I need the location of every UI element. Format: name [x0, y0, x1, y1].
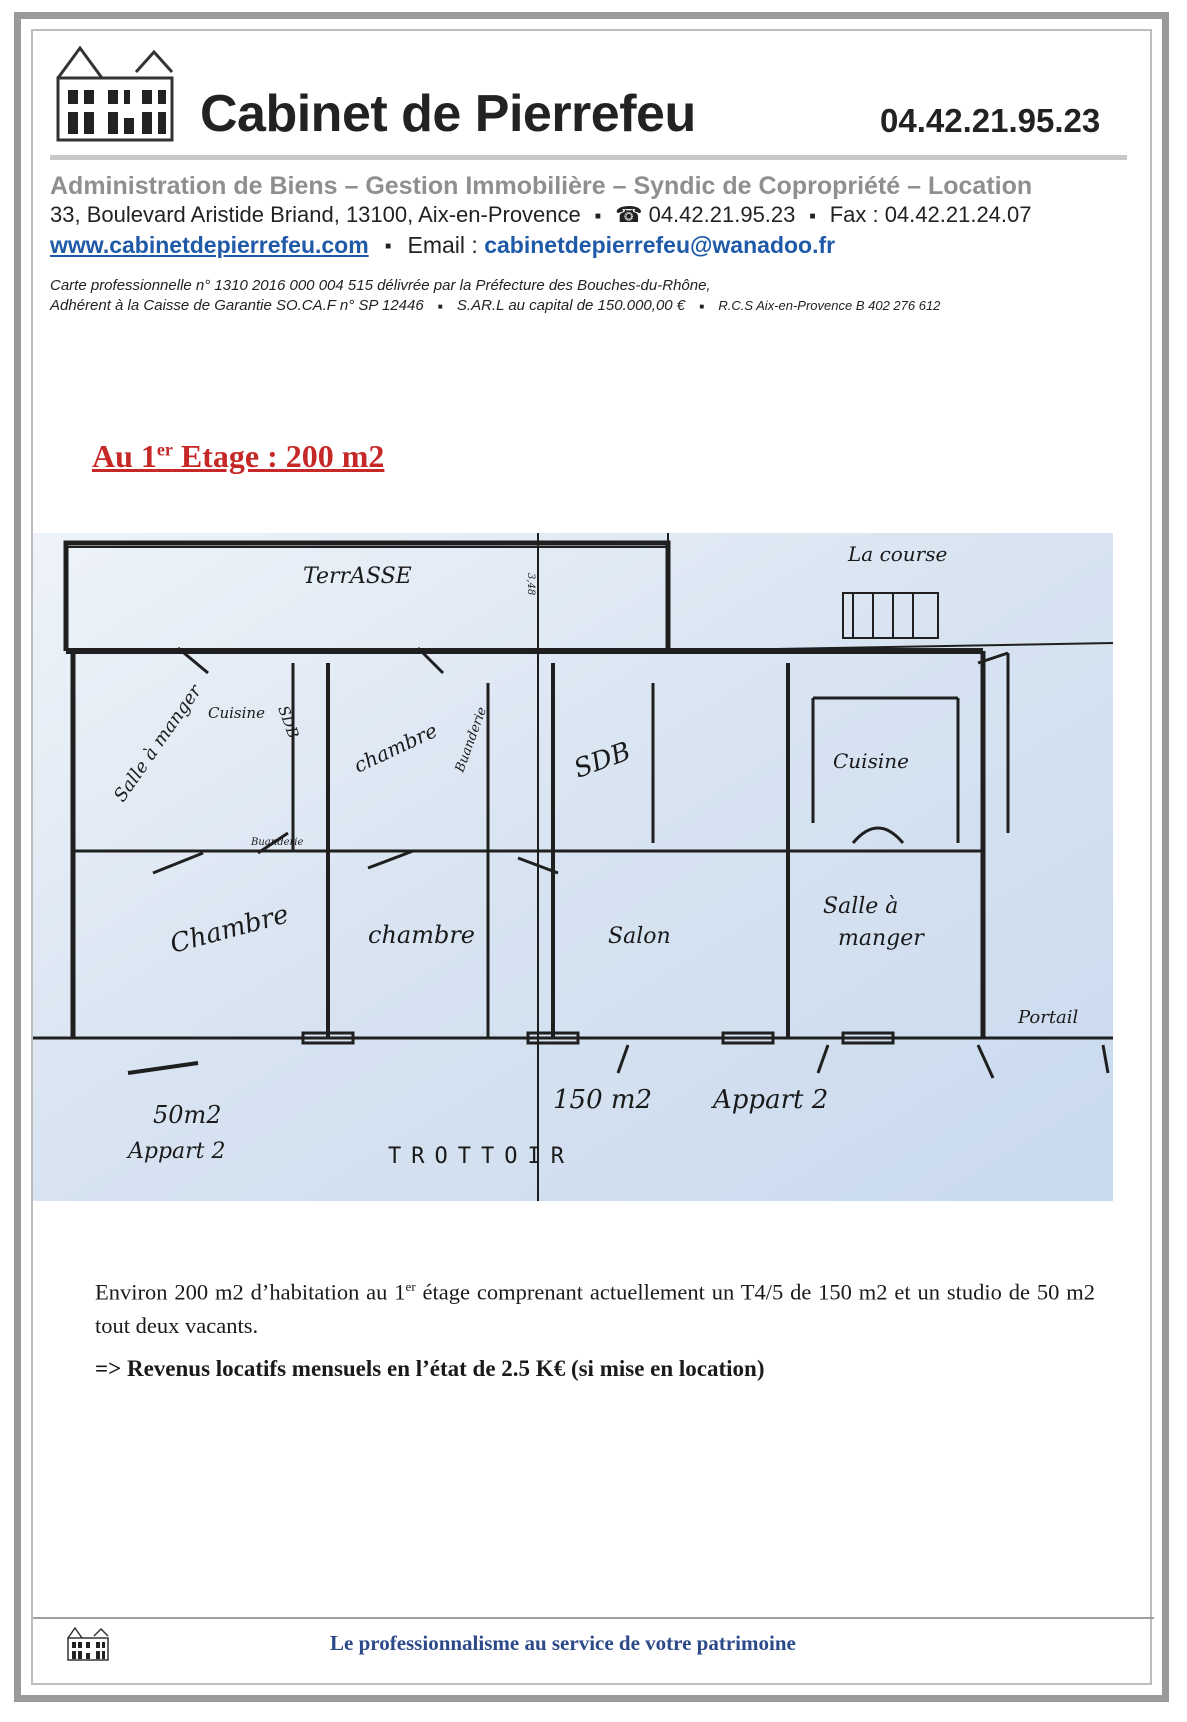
- floor-title: [92, 438, 384, 475]
- label-buanderie-small: Buanderie: [251, 837, 304, 848]
- label-appart-small: Appart 2: [128, 1139, 226, 1164]
- label-trottoir: TROTTOIR: [388, 1144, 574, 1169]
- label-la-course: La course: [848, 542, 948, 566]
- label-sdb-big: SDB: [570, 736, 635, 785]
- services-line: Administration de Biens – Gestion Immobilière – Syndic de Copropriété – Location: [50, 172, 1033, 200]
- label-cuisine-small: Cuisine: [208, 704, 265, 722]
- floor-title-sup: er: [156, 439, 173, 460]
- legal-guarantee: Adhérent à la Caisse de Garantie SO.CA.F n° SP 12446: [50, 297, 424, 314]
- legal-rcs: R.C.S Aix-en-Provence B 402 276 612: [718, 298, 941, 313]
- header-phone: 04.42.21.95.23: [880, 102, 1101, 139]
- legal-card: Carte professionnelle n° 1310 2016 000 004 515 délivrée par la Préfecture des Bouches-du-Rhône,: [50, 277, 711, 294]
- label-appart-big: Appart 2: [713, 1085, 829, 1115]
- description-sup: er: [405, 1279, 416, 1294]
- house-logo-icon: [50, 38, 185, 146]
- bullet-separator: ■: [699, 301, 705, 311]
- label-salle-manger-right-2: manger: [838, 926, 924, 951]
- company-name: Cabinet de Pierrefeu: [200, 85, 696, 143]
- address: 33, Boulevard Aristide Briand, 13100, Aix-en-Provence: [50, 202, 581, 227]
- email-link[interactable]: cabinetdepierrefeu@wanadoo.fr: [484, 232, 836, 258]
- label-salle-manger-left: Salle à manger: [109, 681, 207, 806]
- website-link[interactable]: www.cabinetdepierrefeu.com: [50, 232, 369, 258]
- label-chambre-mid: chambre: [368, 921, 476, 949]
- bullet-separator: ■: [385, 241, 392, 253]
- description: [95, 1270, 1095, 1342]
- label-chambre-top: chambre: [349, 718, 441, 778]
- phone-line: ☎ 04.42.21.95.23: [615, 202, 796, 227]
- label-terrasse: TerrASSE: [303, 564, 412, 589]
- bullet-separator: ■: [437, 301, 443, 311]
- revenue-line: => Revenus locatifs mensuels en l’état de 2.5 K€ (si mise en location): [95, 1356, 765, 1381]
- description-part1: Environ 200 m2 d’habitation au 1: [95, 1279, 406, 1305]
- header-divider: [50, 155, 1127, 160]
- address-line: [50, 202, 1032, 228]
- footer-tagline: Le professionnalisme au service de votre patrimoine: [330, 1631, 796, 1655]
- fax: Fax : 04.42.21.24.07: [829, 202, 1032, 227]
- label-salon: Salon: [608, 924, 671, 949]
- floor-plan: [33, 533, 1113, 1201]
- label-dimension: 3,48: [525, 573, 536, 596]
- floor-title-prefix: Au 1: [92, 438, 157, 474]
- house-logo-small-icon: [65, 1624, 111, 1664]
- web-line: [50, 232, 835, 259]
- label-area-50: 50m2: [153, 1101, 222, 1129]
- bullet-separator: ■: [594, 210, 601, 222]
- email-label: Email :: [407, 232, 478, 258]
- floor-title-suffix: Etage : 200 m2: [172, 438, 385, 474]
- legal-line: [50, 297, 940, 314]
- label-chambre-left: Chambre: [167, 899, 292, 960]
- label-area-150: 150 m2: [553, 1085, 653, 1115]
- label-buanderie-top: Buanderie: [452, 705, 491, 775]
- label-portail: Portail: [1018, 1007, 1079, 1028]
- bullet-separator: ■: [809, 210, 816, 222]
- label-sdb-small: SDB: [274, 703, 303, 741]
- label-cuisine-right: Cuisine: [833, 749, 909, 773]
- label-salle-manger-right-1: Salle à: [823, 894, 899, 919]
- description-part2: étage comprenant actuellement un T4/5 de 150 m2 et un studio de 50 m2 tout deux vacants.: [95, 1279, 1095, 1338]
- footer-divider: [33, 1617, 1154, 1619]
- legal-capital: S.AR.L au capital de 150.000,00 €: [456, 297, 686, 314]
